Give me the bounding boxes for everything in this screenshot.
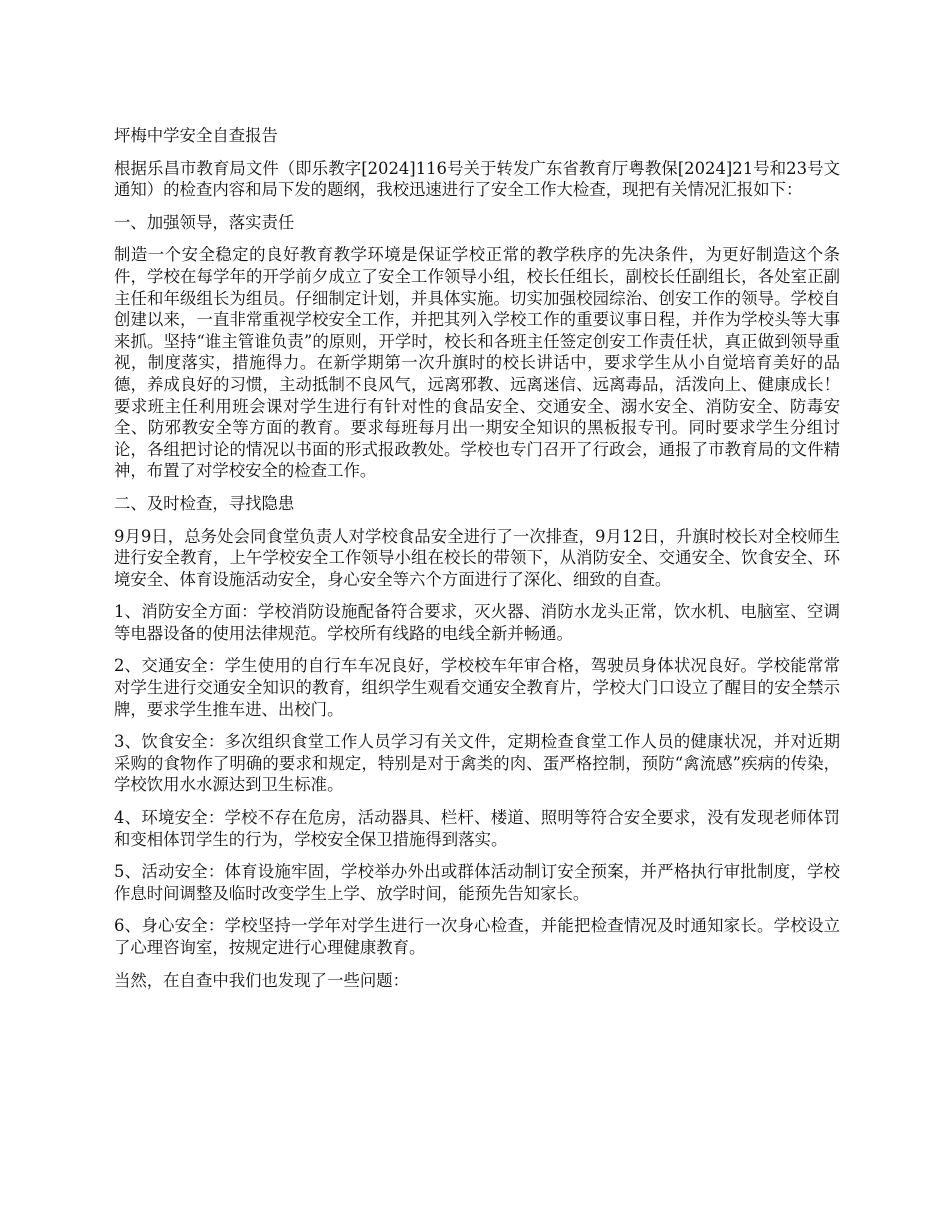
intro-paragraph: 根据乐昌市教育局文件（即乐教字[2024]116号关于转发广东省教育厅粤教保[2024]21号和23号文通知）的检查内容和局下发的题纲，我校迅速进行了安全工作大检查，现把有关情况汇报如下： [114,158,840,200]
document-page [114,125,840,1002]
section-1-heading: 一、加强领导，落实责任 [114,212,295,232]
item-traffic-safety: 2、交通安全：学生使用的自行车车况良好，学校校车年审合格，驾驶员身体状况良好。学校能常常对学生进行交通安全知识的教育，组织学生观看交通安全教育片，学校大门口设立了醒目的安全禁示牌，要求学生推车进、出校门。 [114,656,840,719]
document-title: 坪梅中学安全自查报告 [114,126,278,145]
item-fire-safety: 1、消防安全方面：学校消防设施配备符合要求，灭火器、消防水龙头正常，饮水机、电脑室、空调等电器设备的使用法律规范。学校所有线路的电线全新并畅通。 [114,602,840,643]
section-1-body: 制造一个安全稳定的良好教育教学环境是保证学校正常的教学秩序的先决条件，为更好制造这个条件，学校在每学年的开学前夕成立了安全工作领导小组，校长任组长，副校长任副组长，各处室正副主任和年级组长为组员。仔细制定计划，并具体实施。切实加强校园综治、创安工作的领导。学校自创建以来，一直非常重视学校安全工作，并把其列入学校工作的重要议事日程，并作为学校头等大事来抓。坚持“谁主管谁负责”的原则，开学时，校长和各班主任签定创安工作责任状，真正做到领导重视，制度落实，措施得力。在新学期第一次升旗时的校长讲话中，要求学生从小自觉培育美好的品德，养成良好的习惯，主动抵制不良风气，远离邪教、远离迷信、远离毒品，活泼向上、健康成长！要求班主任利用班会课对学生进行有针对性的食品安全、交通安全、溺水安全、消防安全、防毒安全、防邪教安全等方面的教育。要求每班每月出一期安全知识的黑板报专刊。同时要求学生分组讨论，各组把讨论的情况以书面的形式报政教处。学校也专门召开了行政会，通报了市教育局的文件精神，布置了对学校安全的检查工作。 [114,245,840,481]
item-food-safety: 3、饮食安全：多次组织食堂工作人员学习有关文件，定期检查食堂工作人员的健康状况，并对近期采购的食物作了明确的要求和规定，特别是对于禽类的肉、蛋严格控制，预防“禽流感”疾病的传染，学校饮用水水源达到卫生标准。 [114,732,840,795]
section-2-body: 9月9日，总务处会同食堂负责人对学校食品安全进行了一次排查，9月12日，升旗时校长对全校师生进行安全教育，上午学校安全工作领导小组在校长的带领下，从消防安全、交通安全、饮食安全、环境安全、体育设施活动安全，身心安全等六个方面进行了深化、细致的自查。 [114,526,840,589]
item-activity-safety: 5、活动安全：体育设施牢固，学校举办外出或群体活动制订安全预案，并严格执行审批制度，学校作息时间调整及临时改变学生上学、放学时间，能预先告知家长。 [114,862,840,903]
item-environment-safety: 4、环境安全：学校不存在危房，活动器具、栏杆、楼道、照明等符合安全要求，没有发现老师体罚和变相体罚学生的行为，学校安全保卫措施得到落实。 [114,808,840,849]
closing-paragraph: 当然，在自查中我们也发现了一些问题： [114,970,410,990]
section-2-heading: 二、及时检查，寻找隐患 [114,493,295,513]
item-mental-safety: 6、身心安全：学校坚持一学年对学生进行一次身心检查，并能把检查情况及时通知家长。学校设立了心理咨询室，按规定进行心理健康教育。 [114,916,840,957]
